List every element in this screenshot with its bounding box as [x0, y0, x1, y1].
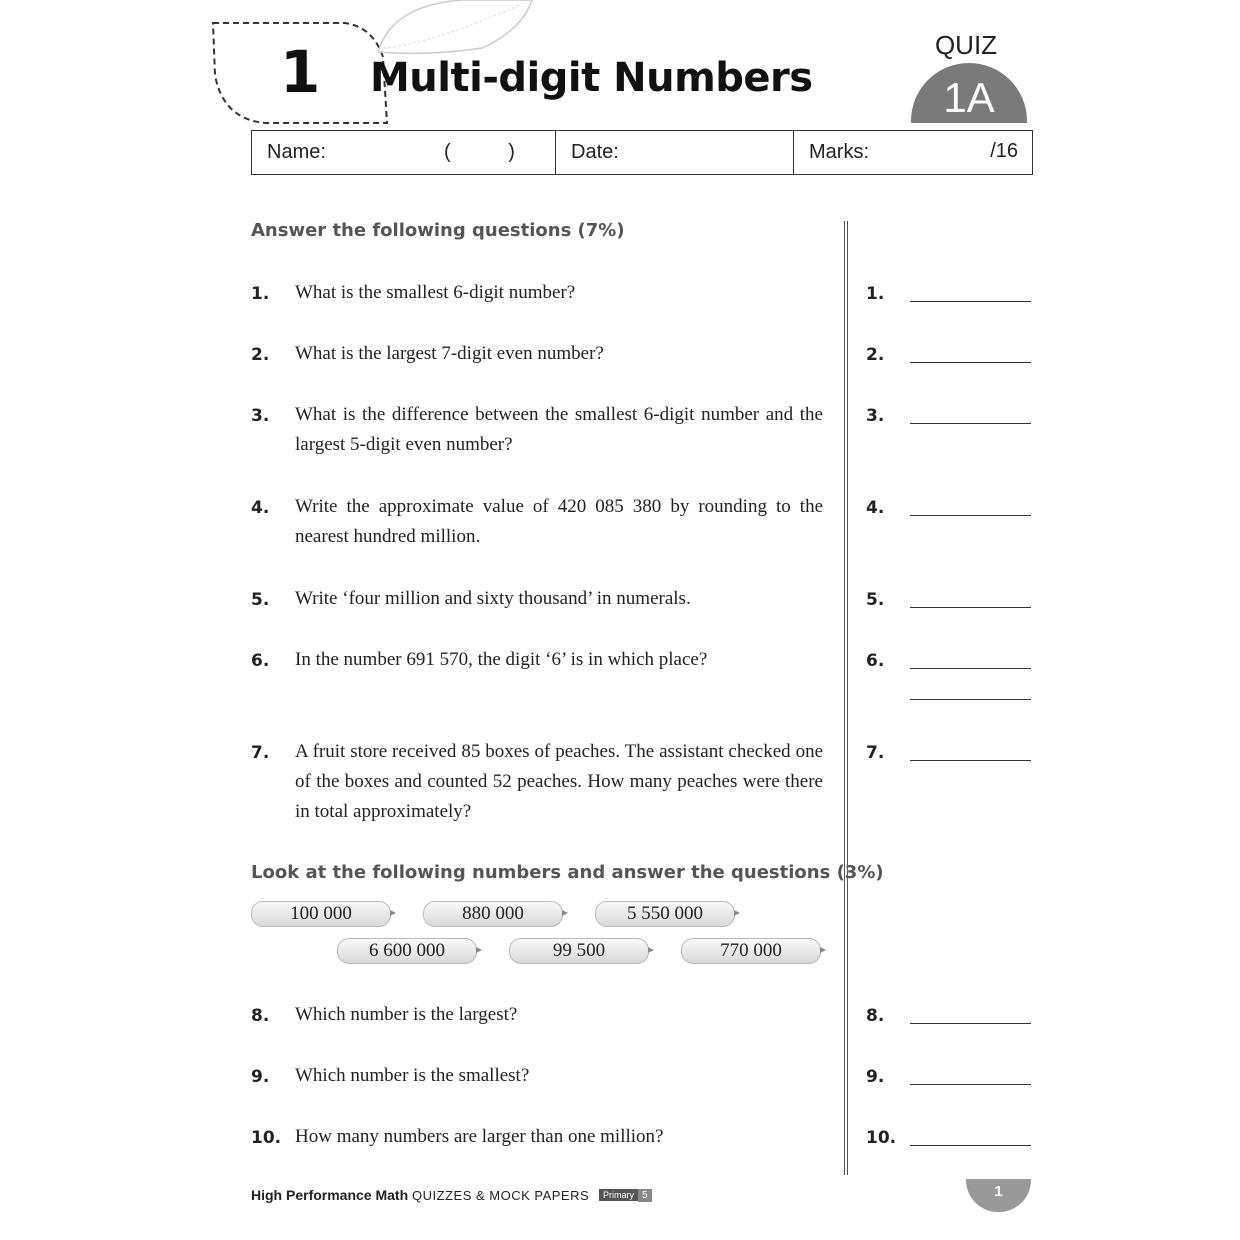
oval-tail-icon: [476, 947, 482, 953]
question-text: What is the smallest 6-digit number?: [295, 282, 576, 303]
answer-line[interactable]: [910, 699, 1031, 700]
answer-number: 2.: [866, 345, 885, 365]
number-oval: 99 500: [509, 938, 649, 964]
question-text: A fruit store received 85 boxes of peaches. The assistant checked one of the boxes and counted 52 peaches. How many peaches were there in total approximately?: [295, 741, 823, 822]
level-number: 5: [638, 1189, 652, 1202]
chapter-number: 1: [280, 38, 321, 106]
answer-line[interactable]: [910, 515, 1031, 516]
answer-number: 8.: [866, 1006, 885, 1026]
question-number: 1.: [251, 284, 270, 304]
question-text: How many numbers are larger than one million?: [295, 1126, 664, 1147]
name-cell[interactable]: [252, 131, 556, 174]
answer-number: 10.: [866, 1128, 897, 1148]
question-number: 3.: [251, 406, 270, 426]
answer-line[interactable]: [910, 1145, 1031, 1146]
marks-cell[interactable]: [794, 131, 1032, 174]
page-number: 1: [966, 1179, 1031, 1212]
quiz-badge: 1A: [911, 63, 1027, 123]
answer-number: 3.: [866, 406, 885, 426]
answer-number: 9.: [866, 1067, 885, 1087]
class-number-paren: ( ): [444, 141, 541, 163]
number-oval: 5 550 000: [595, 901, 735, 927]
oval-tail-icon: [820, 947, 826, 953]
number-oval: 6 600 000: [337, 938, 477, 964]
footer-subtitle: QUIZZES & MOCK PAPERS: [412, 1188, 590, 1203]
question-text: What is the largest 7-digit even number?: [295, 343, 604, 364]
question-number: 8.: [251, 1006, 270, 1026]
level-label: Primary: [599, 1189, 638, 1201]
name-label: Name:: [267, 141, 326, 163]
answer-line[interactable]: [910, 1084, 1031, 1085]
marks-total: /16: [990, 140, 1018, 162]
question-number: 6.: [251, 651, 270, 671]
footer-brand: High Performance Math: [251, 1187, 409, 1203]
question-number: 4.: [251, 498, 270, 518]
question-text: In the number 691 570, the digit ‘6’ is in which place?: [295, 649, 708, 670]
number-oval: 880 000: [423, 901, 563, 927]
number-oval: 770 000: [681, 938, 821, 964]
oval-tail-icon: [648, 947, 654, 953]
answer-line[interactable]: [910, 760, 1031, 761]
question-text: Which number is the largest?: [295, 1004, 518, 1025]
answer-line[interactable]: [910, 423, 1031, 424]
oval-tail-icon: [734, 910, 740, 916]
section-heading-1: Answer the following questions (7%): [251, 220, 625, 241]
student-info-row: [251, 130, 1033, 175]
answer-number: 6.: [866, 651, 885, 671]
answer-line[interactable]: [910, 1023, 1031, 1024]
page-title: Multi-digit Numbers: [370, 55, 813, 101]
question-number: 7.: [251, 743, 270, 763]
answer-number: 4.: [866, 498, 885, 518]
question-number: 9.: [251, 1067, 270, 1087]
question-text: Which number is the smallest?: [295, 1065, 530, 1086]
decorative-leaf-icon: [372, 0, 537, 55]
answer-number: 1.: [866, 284, 885, 304]
question-number: 2.: [251, 345, 270, 365]
marks-label: Marks:: [809, 141, 869, 163]
oval-tail-icon: [562, 910, 568, 916]
question-text: What is the difference between the smallest 6-digit number and the largest 5-digit even number?: [295, 404, 823, 455]
question-number: 5.: [251, 590, 270, 610]
answer-line[interactable]: [910, 362, 1031, 363]
answer-column-divider: [844, 221, 848, 1175]
question-number: 10.: [251, 1128, 282, 1148]
number-oval: 100 000: [251, 901, 391, 927]
question-text: Write ‘four million and sixty thousand’ in numerals.: [295, 588, 691, 609]
answer-number: 7.: [866, 743, 885, 763]
answer-number: 5.: [866, 590, 885, 610]
date-label: Date:: [571, 141, 619, 163]
date-cell[interactable]: [556, 131, 794, 174]
section-heading-2: Look at the following numbers and answer the questions (3%): [251, 862, 884, 883]
footer: [251, 1187, 652, 1203]
quiz-label: QUIZ: [934, 30, 998, 60]
question-text: Write the approximate value of 420 085 380 by rounding to the nearest hundred million.: [295, 496, 823, 547]
answer-line[interactable]: [910, 301, 1031, 302]
answer-line[interactable]: [910, 607, 1031, 608]
oval-tail-icon: [390, 910, 396, 916]
answer-line[interactable]: [910, 668, 1031, 669]
